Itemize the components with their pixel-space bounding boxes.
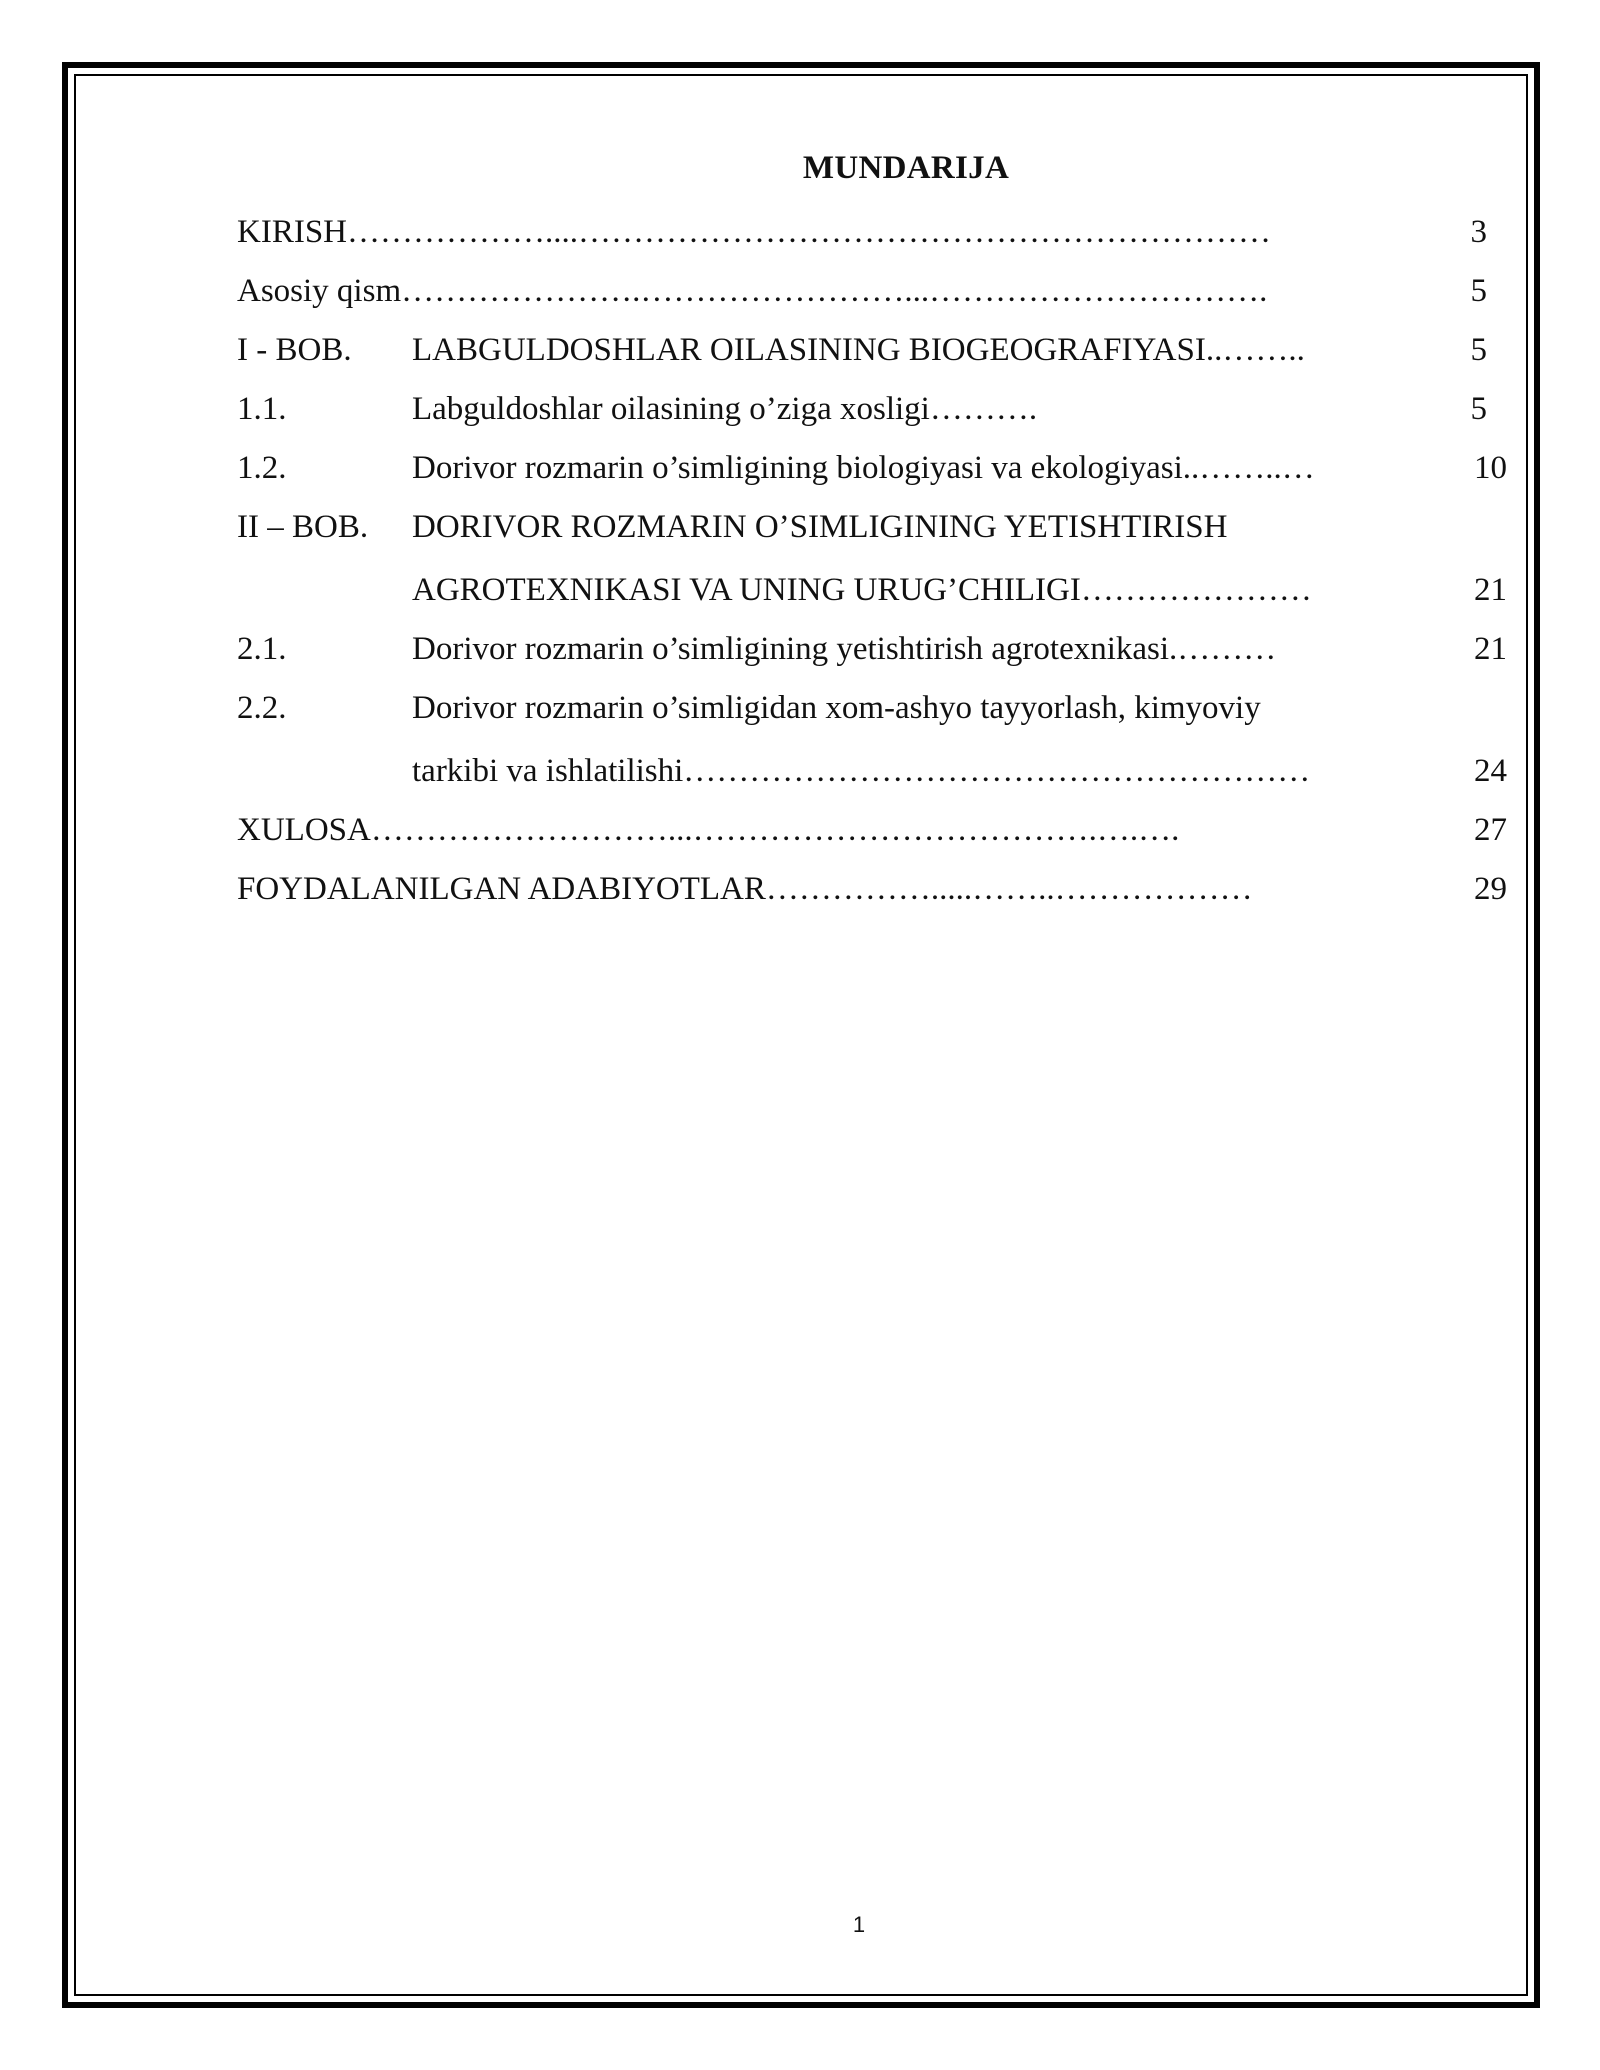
toc-entry-number: 2.2.: [237, 690, 287, 726]
toc-entry-page: 5: [1470, 332, 1487, 368]
page-number: 1: [852, 1912, 866, 1937]
toc-entry-number: 1.2.: [237, 450, 287, 486]
toc-entry-number: 2.1.: [237, 631, 287, 667]
toc-entry-text: FOYDALANILGAN ADABIYOTLAR…………….....……..………………: [237, 871, 1253, 907]
toc-entry-text: XULOSA………………………...……………………………….….….: [237, 812, 1180, 848]
toc-entry-page: 24: [1474, 753, 1507, 789]
toc-entry-section-2-2[interactable]: [237, 684, 1507, 732]
toc-entry-section-1-2[interactable]: [237, 444, 1507, 492]
toc-entry-section-2-1[interactable]: [237, 625, 1507, 673]
toc-entry-xulosa[interactable]: [237, 806, 1507, 854]
toc-entry-section-1-1[interactable]: [237, 385, 1507, 433]
toc-entry-page: 29: [1474, 871, 1507, 907]
toc-entry-number: 1.1.: [237, 391, 287, 427]
toc-entry-foydalanilgan-adabiyotlar[interactable]: [237, 865, 1507, 913]
toc-entry-number: I - BOB.: [237, 332, 352, 368]
toc-entry-chapter-2[interactable]: [237, 503, 1507, 551]
toc-entry-page: 10: [1474, 450, 1507, 486]
toc-entry-text: Asosiy qism………………….……………………...………………………….: [237, 273, 1268, 309]
toc-entry-text: LABGULDOSHLAR OILASINING BIOGEOGRAFIYASI..……..: [412, 332, 1305, 368]
toc-entry-page: 21: [1474, 572, 1507, 608]
toc-entry-text: AGROTEXNIKASI VA UNING URUG’CHILIGI…………………: [412, 572, 1312, 608]
toc-entry-text: tarkibi va ishlatilishi…………………………………………………: [412, 753, 1311, 789]
toc-entry-page: 27: [1474, 812, 1507, 848]
toc-entry-text: Dorivor rozmarin o’simligidan xom-ashyo tayyorlash, kimyoviy: [412, 690, 1261, 726]
toc-entry-text: Labguldoshlar oilasining o’ziga xosligi……….: [412, 391, 1038, 427]
toc-entry-page: 5: [1470, 273, 1487, 309]
toc-entry-page: 5: [1470, 391, 1487, 427]
toc-entry-number: II – BOB.: [237, 509, 369, 545]
toc-entry-text: Dorivor rozmarin o’simligining biologiyasi va ekologiyasi..……..…: [412, 450, 1315, 486]
toc-entry-chapter-2-continued[interactable]: [237, 566, 1507, 614]
toc-entry-text: KIRISH………………....………………………………………………………: [237, 214, 1272, 250]
toc-entry-text: DORIVOR ROZMARIN O’SIMLIGINING YETISHTIRISH: [412, 509, 1228, 545]
toc-entry-text: Dorivor rozmarin o’simligining yetishtirish agrotexnikasi.………: [412, 631, 1277, 667]
toc-entry-kirish[interactable]: [237, 208, 1507, 256]
toc-title: MUNDARIJA: [802, 150, 1010, 186]
toc-entry-asosiy-qism[interactable]: [237, 267, 1507, 315]
toc-entry-page: 3: [1470, 214, 1487, 250]
toc-entry-chapter-1[interactable]: [237, 326, 1507, 374]
toc-entry-page: 21: [1474, 631, 1507, 667]
toc-entry-section-2-2-continued[interactable]: [237, 747, 1507, 795]
